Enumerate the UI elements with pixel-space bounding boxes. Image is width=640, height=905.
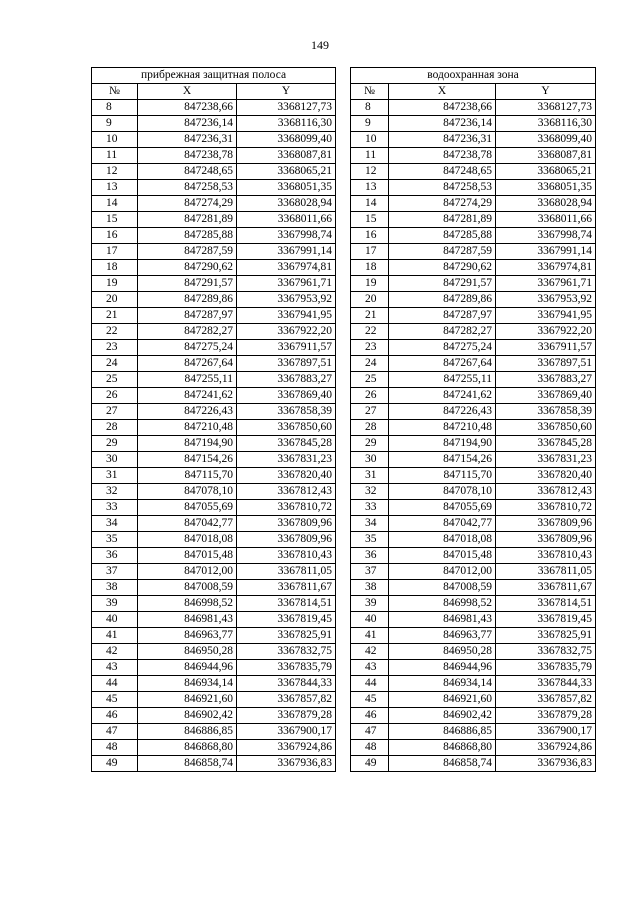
left-y-coordinate: 3368028,94 bbox=[237, 196, 336, 212]
left-x-coordinate: 847055,69 bbox=[138, 500, 237, 516]
left-x-coordinate: 847078,10 bbox=[138, 484, 237, 500]
right-header-number: № bbox=[351, 84, 389, 100]
left-x-coordinate: 847241,62 bbox=[138, 388, 237, 404]
left-point-number: 45 bbox=[92, 692, 138, 708]
right-point-number: 45 bbox=[351, 692, 389, 708]
left-y-coordinate: 3367941,95 bbox=[237, 308, 336, 324]
left-y-coordinate: 3367831,23 bbox=[237, 452, 336, 468]
right-x-coordinate: 846902,42 bbox=[389, 708, 496, 724]
left-x-coordinate: 846868,80 bbox=[138, 740, 237, 756]
left-point-number: 12 bbox=[92, 164, 138, 180]
right-x-coordinate: 847236,31 bbox=[389, 132, 496, 148]
right-point-number: 47 bbox=[351, 724, 389, 740]
left-x-coordinate: 847291,57 bbox=[138, 276, 237, 292]
left-point-number: 32 bbox=[92, 484, 138, 500]
right-point-number: 32 bbox=[351, 484, 389, 500]
right-y-coordinate: 3367941,95 bbox=[496, 308, 596, 324]
left-point-number: 34 bbox=[92, 516, 138, 532]
left-point-number: 10 bbox=[92, 132, 138, 148]
right-x-coordinate: 847290,62 bbox=[389, 260, 496, 276]
left-point-number: 8 bbox=[92, 100, 138, 116]
left-x-coordinate: 847287,59 bbox=[138, 244, 237, 260]
left-point-number: 25 bbox=[92, 372, 138, 388]
left-y-coordinate: 3367835,79 bbox=[237, 660, 336, 676]
right-x-coordinate: 847055,69 bbox=[389, 500, 496, 516]
left-x-coordinate: 846963,77 bbox=[138, 628, 237, 644]
left-point-number: 47 bbox=[92, 724, 138, 740]
left-point-number: 11 bbox=[92, 148, 138, 164]
left-x-coordinate: 847194,90 bbox=[138, 436, 237, 452]
left-y-coordinate: 3367825,91 bbox=[237, 628, 336, 644]
left-x-coordinate: 847008,59 bbox=[138, 580, 237, 596]
right-point-number: 43 bbox=[351, 660, 389, 676]
left-x-coordinate: 847267,64 bbox=[138, 356, 237, 372]
right-x-coordinate: 846858,74 bbox=[389, 756, 496, 772]
left-y-coordinate: 3368051,35 bbox=[237, 180, 336, 196]
right-x-coordinate: 847210,48 bbox=[389, 420, 496, 436]
left-x-coordinate: 847210,48 bbox=[138, 420, 237, 436]
right-x-coordinate: 847248,65 bbox=[389, 164, 496, 180]
right-y-coordinate: 3367991,14 bbox=[496, 244, 596, 260]
right-y-coordinate: 3367883,27 bbox=[496, 372, 596, 388]
right-y-coordinate: 3368087,81 bbox=[496, 148, 596, 164]
right-y-coordinate: 3367936,83 bbox=[496, 756, 596, 772]
left-x-coordinate: 846934,14 bbox=[138, 676, 237, 692]
left-x-coordinate: 846886,85 bbox=[138, 724, 237, 740]
left-point-number: 49 bbox=[92, 756, 138, 772]
right-point-number: 36 bbox=[351, 548, 389, 564]
left-point-number: 39 bbox=[92, 596, 138, 612]
right-x-coordinate: 847274,29 bbox=[389, 196, 496, 212]
right-y-coordinate: 3367858,39 bbox=[496, 404, 596, 420]
left-y-coordinate: 3367820,40 bbox=[237, 468, 336, 484]
right-point-number: 41 bbox=[351, 628, 389, 644]
right-point-number: 17 bbox=[351, 244, 389, 260]
left-header-number: № bbox=[92, 84, 138, 100]
right-y-coordinate: 3367810,43 bbox=[496, 548, 596, 564]
right-point-number: 46 bbox=[351, 708, 389, 724]
right-point-number: 26 bbox=[351, 388, 389, 404]
right-y-coordinate: 3367809,96 bbox=[496, 516, 596, 532]
left-y-coordinate: 3367850,60 bbox=[237, 420, 336, 436]
left-point-number: 29 bbox=[92, 436, 138, 452]
right-point-number: 19 bbox=[351, 276, 389, 292]
right-point-number: 11 bbox=[351, 148, 389, 164]
right-x-coordinate: 847291,57 bbox=[389, 276, 496, 292]
left-point-number: 28 bbox=[92, 420, 138, 436]
right-x-coordinate: 847287,59 bbox=[389, 244, 496, 260]
right-x-coordinate: 847115,70 bbox=[389, 468, 496, 484]
right-y-coordinate: 3367845,28 bbox=[496, 436, 596, 452]
right-x-coordinate: 847267,64 bbox=[389, 356, 496, 372]
right-y-coordinate: 3367809,96 bbox=[496, 532, 596, 548]
right-y-coordinate: 3367819,45 bbox=[496, 612, 596, 628]
left-point-number: 9 bbox=[92, 116, 138, 132]
left-header-x: X bbox=[138, 84, 237, 100]
right-y-coordinate: 3367922,20 bbox=[496, 324, 596, 340]
right-point-number: 27 bbox=[351, 404, 389, 420]
right-x-coordinate: 847154,26 bbox=[389, 452, 496, 468]
right-point-number: 31 bbox=[351, 468, 389, 484]
left-x-coordinate: 847287,97 bbox=[138, 308, 237, 324]
right-x-coordinate: 846868,80 bbox=[389, 740, 496, 756]
left-point-number: 24 bbox=[92, 356, 138, 372]
right-x-coordinate: 846921,60 bbox=[389, 692, 496, 708]
left-y-coordinate: 3367974,81 bbox=[237, 260, 336, 276]
left-x-coordinate: 846981,43 bbox=[138, 612, 237, 628]
table-gap bbox=[336, 68, 351, 772]
left-x-coordinate: 847018,08 bbox=[138, 532, 237, 548]
left-x-coordinate: 846921,60 bbox=[138, 692, 237, 708]
right-x-coordinate: 847282,27 bbox=[389, 324, 496, 340]
right-point-number: 15 bbox=[351, 212, 389, 228]
left-x-coordinate: 846902,42 bbox=[138, 708, 237, 724]
left-y-coordinate: 3367961,71 bbox=[237, 276, 336, 292]
left-y-coordinate: 3367810,43 bbox=[237, 548, 336, 564]
left-point-number: 17 bbox=[92, 244, 138, 260]
left-x-coordinate: 846858,74 bbox=[138, 756, 237, 772]
left-x-coordinate: 847115,70 bbox=[138, 468, 237, 484]
coordinates-table bbox=[91, 67, 596, 772]
left-point-number: 35 bbox=[92, 532, 138, 548]
left-x-coordinate: 847255,11 bbox=[138, 372, 237, 388]
left-point-number: 27 bbox=[92, 404, 138, 420]
left-x-coordinate: 847274,29 bbox=[138, 196, 237, 212]
left-point-number: 16 bbox=[92, 228, 138, 244]
right-header-y: Y bbox=[496, 84, 596, 100]
left-y-coordinate: 3367845,28 bbox=[237, 436, 336, 452]
right-y-coordinate: 3368127,73 bbox=[496, 100, 596, 116]
right-y-coordinate: 3367811,67 bbox=[496, 580, 596, 596]
left-x-coordinate: 847226,43 bbox=[138, 404, 237, 420]
right-point-number: 48 bbox=[351, 740, 389, 756]
right-y-coordinate: 3367835,79 bbox=[496, 660, 596, 676]
right-y-coordinate: 3368099,40 bbox=[496, 132, 596, 148]
left-y-coordinate: 3367998,74 bbox=[237, 228, 336, 244]
right-y-coordinate: 3367820,40 bbox=[496, 468, 596, 484]
section-title-row bbox=[92, 68, 596, 84]
left-y-coordinate: 3367844,33 bbox=[237, 676, 336, 692]
left-x-coordinate: 847238,78 bbox=[138, 148, 237, 164]
right-point-number: 8 bbox=[351, 100, 389, 116]
left-x-coordinate: 847238,66 bbox=[138, 100, 237, 116]
left-point-number: 42 bbox=[92, 644, 138, 660]
left-y-coordinate: 3367869,40 bbox=[237, 388, 336, 404]
right-y-coordinate: 3368116,30 bbox=[496, 116, 596, 132]
left-point-number: 38 bbox=[92, 580, 138, 596]
right-y-coordinate: 3367831,23 bbox=[496, 452, 596, 468]
left-point-number: 14 bbox=[92, 196, 138, 212]
left-point-number: 41 bbox=[92, 628, 138, 644]
right-point-number: 38 bbox=[351, 580, 389, 596]
left-point-number: 40 bbox=[92, 612, 138, 628]
right-y-coordinate: 3367900,17 bbox=[496, 724, 596, 740]
right-point-number: 28 bbox=[351, 420, 389, 436]
right-point-number: 9 bbox=[351, 116, 389, 132]
left-x-coordinate: 847012,00 bbox=[138, 564, 237, 580]
right-x-coordinate: 846944,96 bbox=[389, 660, 496, 676]
left-y-coordinate: 3367900,17 bbox=[237, 724, 336, 740]
left-y-coordinate: 3367922,20 bbox=[237, 324, 336, 340]
left-y-coordinate: 3367832,75 bbox=[237, 644, 336, 660]
left-x-coordinate: 847285,88 bbox=[138, 228, 237, 244]
right-x-coordinate: 847008,59 bbox=[389, 580, 496, 596]
left-y-coordinate: 3368127,73 bbox=[237, 100, 336, 116]
right-point-number: 39 bbox=[351, 596, 389, 612]
right-point-number: 42 bbox=[351, 644, 389, 660]
right-y-coordinate: 3367825,91 bbox=[496, 628, 596, 644]
right-y-coordinate: 3367850,60 bbox=[496, 420, 596, 436]
left-point-number: 48 bbox=[92, 740, 138, 756]
left-y-coordinate: 3367883,27 bbox=[237, 372, 336, 388]
right-x-coordinate: 847042,77 bbox=[389, 516, 496, 532]
right-y-coordinate: 3368051,35 bbox=[496, 180, 596, 196]
right-point-number: 35 bbox=[351, 532, 389, 548]
left-y-coordinate: 3368116,30 bbox=[237, 116, 336, 132]
left-y-coordinate: 3368099,40 bbox=[237, 132, 336, 148]
left-y-coordinate: 3367812,43 bbox=[237, 484, 336, 500]
left-section-title: прибрежная защитная полоса bbox=[92, 68, 336, 84]
right-y-coordinate: 3367953,92 bbox=[496, 292, 596, 308]
right-x-coordinate: 847238,66 bbox=[389, 100, 496, 116]
left-y-coordinate: 3367991,14 bbox=[237, 244, 336, 260]
left-x-coordinate: 846944,96 bbox=[138, 660, 237, 676]
left-x-coordinate: 847042,77 bbox=[138, 516, 237, 532]
left-x-coordinate: 847281,89 bbox=[138, 212, 237, 228]
left-y-coordinate: 3368011,66 bbox=[237, 212, 336, 228]
right-point-number: 25 bbox=[351, 372, 389, 388]
right-x-coordinate: 847275,24 bbox=[389, 340, 496, 356]
right-point-number: 34 bbox=[351, 516, 389, 532]
right-y-coordinate: 3367857,82 bbox=[496, 692, 596, 708]
left-point-number: 31 bbox=[92, 468, 138, 484]
right-x-coordinate: 846963,77 bbox=[389, 628, 496, 644]
right-x-coordinate: 847236,14 bbox=[389, 116, 496, 132]
right-y-coordinate: 3367832,75 bbox=[496, 644, 596, 660]
right-x-coordinate: 847287,97 bbox=[389, 308, 496, 324]
left-header-y: Y bbox=[237, 84, 336, 100]
left-x-coordinate: 847258,53 bbox=[138, 180, 237, 196]
left-point-number: 19 bbox=[92, 276, 138, 292]
left-point-number: 37 bbox=[92, 564, 138, 580]
right-y-coordinate: 3368028,94 bbox=[496, 196, 596, 212]
right-point-number: 13 bbox=[351, 180, 389, 196]
right-x-coordinate: 846950,28 bbox=[389, 644, 496, 660]
left-point-number: 15 bbox=[92, 212, 138, 228]
right-y-coordinate: 3367897,51 bbox=[496, 356, 596, 372]
left-y-coordinate: 3368065,21 bbox=[237, 164, 336, 180]
right-point-number: 12 bbox=[351, 164, 389, 180]
left-y-coordinate: 3367819,45 bbox=[237, 612, 336, 628]
left-y-coordinate: 3367857,82 bbox=[237, 692, 336, 708]
left-point-number: 30 bbox=[92, 452, 138, 468]
left-x-coordinate: 847236,31 bbox=[138, 132, 237, 148]
left-y-coordinate: 3367809,96 bbox=[237, 532, 336, 548]
right-point-number: 49 bbox=[351, 756, 389, 772]
right-x-coordinate: 847285,88 bbox=[389, 228, 496, 244]
left-y-coordinate: 3367814,51 bbox=[237, 596, 336, 612]
right-point-number: 21 bbox=[351, 308, 389, 324]
right-y-coordinate: 3368011,66 bbox=[496, 212, 596, 228]
left-x-coordinate: 847248,65 bbox=[138, 164, 237, 180]
left-point-number: 20 bbox=[92, 292, 138, 308]
right-y-coordinate: 3367811,05 bbox=[496, 564, 596, 580]
right-y-coordinate: 3367998,74 bbox=[496, 228, 596, 244]
right-point-number: 37 bbox=[351, 564, 389, 580]
left-x-coordinate: 847236,14 bbox=[138, 116, 237, 132]
right-y-coordinate: 3367879,28 bbox=[496, 708, 596, 724]
right-point-number: 16 bbox=[351, 228, 389, 244]
left-point-number: 44 bbox=[92, 676, 138, 692]
left-x-coordinate: 847289,86 bbox=[138, 292, 237, 308]
right-point-number: 33 bbox=[351, 500, 389, 516]
right-y-coordinate: 3368065,21 bbox=[496, 164, 596, 180]
left-y-coordinate: 3367809,96 bbox=[237, 516, 336, 532]
right-x-coordinate: 847015,48 bbox=[389, 548, 496, 564]
left-x-coordinate: 847282,27 bbox=[138, 324, 237, 340]
right-x-coordinate: 847012,00 bbox=[389, 564, 496, 580]
right-x-coordinate: 847226,43 bbox=[389, 404, 496, 420]
right-point-number: 18 bbox=[351, 260, 389, 276]
left-y-coordinate: 3367897,51 bbox=[237, 356, 336, 372]
right-point-number: 10 bbox=[351, 132, 389, 148]
left-x-coordinate: 847290,62 bbox=[138, 260, 237, 276]
right-x-coordinate: 847258,53 bbox=[389, 180, 496, 196]
left-point-number: 33 bbox=[92, 500, 138, 516]
right-y-coordinate: 3367924,86 bbox=[496, 740, 596, 756]
left-point-number: 23 bbox=[92, 340, 138, 356]
left-y-coordinate: 3367858,39 bbox=[237, 404, 336, 420]
right-y-coordinate: 3367810,72 bbox=[496, 500, 596, 516]
left-y-coordinate: 3367811,67 bbox=[237, 580, 336, 596]
left-point-number: 18 bbox=[92, 260, 138, 276]
left-x-coordinate: 847154,26 bbox=[138, 452, 237, 468]
left-y-coordinate: 3367936,83 bbox=[237, 756, 336, 772]
left-y-coordinate: 3367953,92 bbox=[237, 292, 336, 308]
left-point-number: 26 bbox=[92, 388, 138, 404]
right-y-coordinate: 3367961,71 bbox=[496, 276, 596, 292]
right-x-coordinate: 847078,10 bbox=[389, 484, 496, 500]
page-number: 149 bbox=[311, 38, 329, 52]
left-x-coordinate: 847275,24 bbox=[138, 340, 237, 356]
left-x-coordinate: 846998,52 bbox=[138, 596, 237, 612]
right-y-coordinate: 3367812,43 bbox=[496, 484, 596, 500]
left-point-number: 46 bbox=[92, 708, 138, 724]
left-x-coordinate: 847015,48 bbox=[138, 548, 237, 564]
right-point-number: 23 bbox=[351, 340, 389, 356]
left-y-coordinate: 3367911,57 bbox=[237, 340, 336, 356]
right-x-coordinate: 847289,86 bbox=[389, 292, 496, 308]
right-y-coordinate: 3367974,81 bbox=[496, 260, 596, 276]
right-point-number: 14 bbox=[351, 196, 389, 212]
right-header-x: X bbox=[389, 84, 496, 100]
right-x-coordinate: 847194,90 bbox=[389, 436, 496, 452]
right-point-number: 24 bbox=[351, 356, 389, 372]
left-point-number: 22 bbox=[92, 324, 138, 340]
right-point-number: 30 bbox=[351, 452, 389, 468]
left-point-number: 21 bbox=[92, 308, 138, 324]
right-point-number: 40 bbox=[351, 612, 389, 628]
right-x-coordinate: 846934,14 bbox=[389, 676, 496, 692]
right-x-coordinate: 846981,43 bbox=[389, 612, 496, 628]
left-x-coordinate: 846950,28 bbox=[138, 644, 237, 660]
right-x-coordinate: 847241,62 bbox=[389, 388, 496, 404]
right-x-coordinate: 846886,85 bbox=[389, 724, 496, 740]
left-y-coordinate: 3367879,28 bbox=[237, 708, 336, 724]
right-x-coordinate: 847018,08 bbox=[389, 532, 496, 548]
right-y-coordinate: 3367869,40 bbox=[496, 388, 596, 404]
right-point-number: 29 bbox=[351, 436, 389, 452]
right-x-coordinate: 847238,78 bbox=[389, 148, 496, 164]
right-x-coordinate: 846998,52 bbox=[389, 596, 496, 612]
left-y-coordinate: 3368087,81 bbox=[237, 148, 336, 164]
left-y-coordinate: 3367924,86 bbox=[237, 740, 336, 756]
left-y-coordinate: 3367811,05 bbox=[237, 564, 336, 580]
left-y-coordinate: 3367810,72 bbox=[237, 500, 336, 516]
right-x-coordinate: 847255,11 bbox=[389, 372, 496, 388]
right-point-number: 20 bbox=[351, 292, 389, 308]
left-point-number: 36 bbox=[92, 548, 138, 564]
right-point-number: 44 bbox=[351, 676, 389, 692]
right-point-number: 22 bbox=[351, 324, 389, 340]
right-x-coordinate: 847281,89 bbox=[389, 212, 496, 228]
right-y-coordinate: 3367911,57 bbox=[496, 340, 596, 356]
left-point-number: 13 bbox=[92, 180, 138, 196]
right-y-coordinate: 3367814,51 bbox=[496, 596, 596, 612]
right-y-coordinate: 3367844,33 bbox=[496, 676, 596, 692]
left-point-number: 43 bbox=[92, 660, 138, 676]
right-section-title: водоохранная зона bbox=[351, 68, 596, 84]
